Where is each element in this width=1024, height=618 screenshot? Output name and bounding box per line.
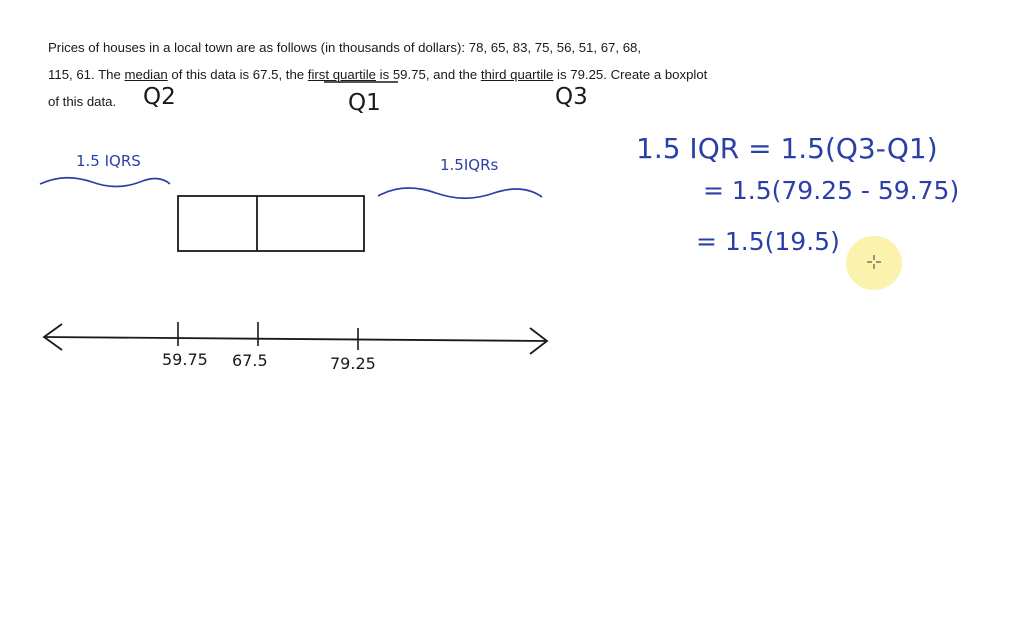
- left-iqr-wave: [40, 178, 170, 187]
- median-term: median: [124, 67, 168, 82]
- tick-label-median: 67.5: [232, 351, 268, 370]
- problem-line-1: Prices of houses in a local town are as follows (in thousands of dollars): 78, 65, 83, 75, 56, 51, 67, 68,: [48, 40, 642, 55]
- q2-annotation: Q2: [143, 84, 176, 110]
- left-iqr-label: 1.5 IQRS: [76, 152, 141, 170]
- problem-line-2-end: is 79.25. Create a boxplot: [553, 67, 708, 82]
- number-line: [44, 337, 546, 341]
- problem-line-2-mid: of this data is 67.5, the: [167, 67, 308, 82]
- tick-label-q1: 59.75: [162, 350, 208, 369]
- right-iqr-wave: [378, 188, 542, 198]
- boxplot-box: [178, 196, 364, 251]
- work-line-3: = 1.5(19.5): [696, 227, 840, 256]
- problem-line-2-start: 115, 61. The: [48, 67, 125, 82]
- tick-label-q3: 79.25: [330, 354, 376, 373]
- first-quartile-term: first quartile: [307, 67, 376, 82]
- q3-annotation: Q3: [555, 84, 588, 110]
- problem-line-3: of this data.: [48, 94, 117, 109]
- problem-line-2-mid2: is 59.75, and the: [375, 67, 481, 82]
- work-line-2: = 1.5(79.25 - 59.75): [703, 176, 960, 205]
- third-quartile-term: third quartile: [480, 67, 554, 82]
- q1-annotation: Q1: [348, 90, 381, 116]
- work-line-1: 1.5 IQR = 1.5(Q3-Q1): [636, 132, 938, 165]
- right-iqr-label: 1.5IQRs: [440, 156, 499, 174]
- crosshair-icon: [866, 254, 882, 270]
